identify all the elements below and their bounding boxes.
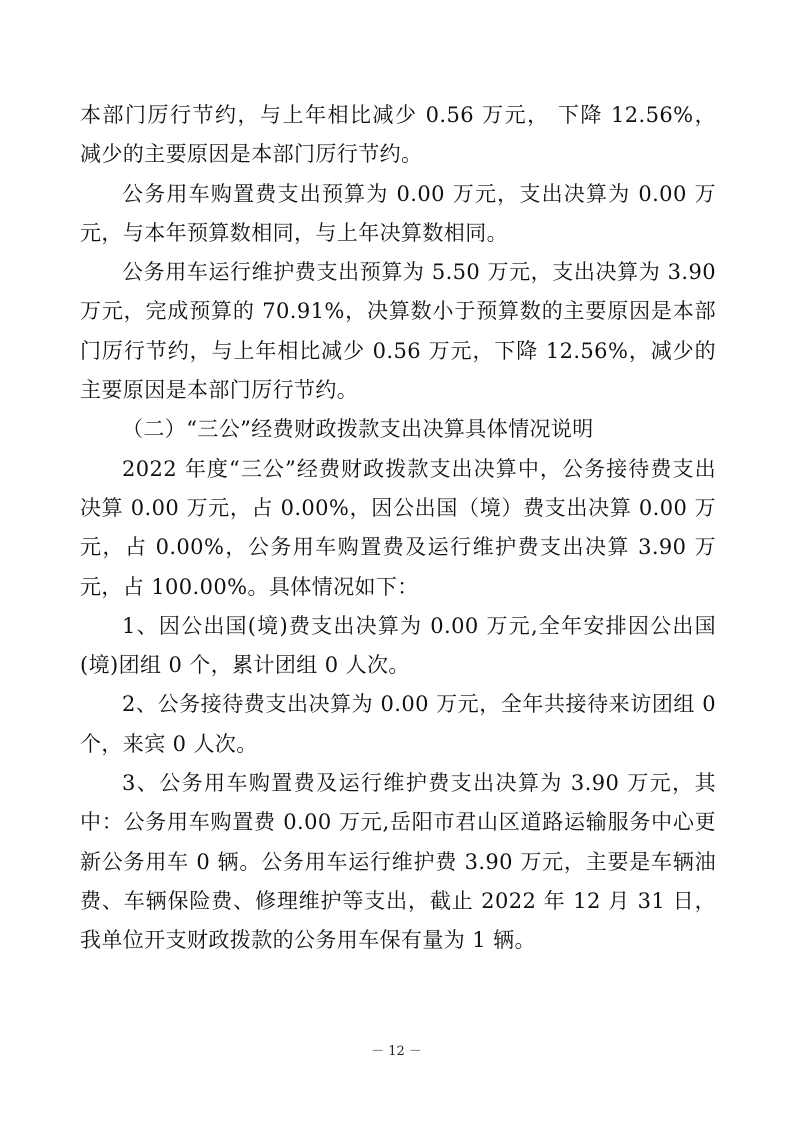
page-number: － 12 － <box>371 1044 422 1059</box>
list-item-2: 2、公务接待费支出决算为 0.00 万元，全年共接待来访团组 0 个，来宾 0 人次。 <box>80 692 716 756</box>
list-item-1: 1、因公出国(境)费支出决算为 0.00 万元,全年安排因公出国(境)团组 0 个，累计团组 0 人次。 <box>80 613 716 678</box>
paragraph-3: 公务用车运行维护费支出预算为 5.50 万元，支出决算为 3.90 万元，完成预算的 70.91%，决算数小于预算数的主要原因是本部门厉行节约，与上年相比减少 0.56 万元，下降 12.56%，减少的主要原因是本部门厉行节约。 <box>80 260 716 403</box>
paragraph-2: 公务用车购置费支出预算为 0.00 万元，支出决算为 0.00 万元，与本年预算数相同，与上年决算数相同。 <box>80 181 716 245</box>
list-item-3: 3、公务用车购置费及运行维护费支出决算为 3.90 万元，其中：公务用车购置费 0.00 万元,岳阳市君山区道路运输服务中心更新公务用车 0 辆。公务用车运行维护费 3.90 万元，主要是车辆油费、车辆保险费、修理维护等支出，截止 2022 年 12 月 31 日，我单位开支财政拨款的公务用车保有量为 1 辆。 <box>80 771 716 953</box>
document-body <box>80 96 716 961</box>
paragraph-4: 2022 年度“三公”经费财政拨款支出决算中，公务接待费支出决算 0.00 万元，占 0.00%，因公出国（境）费支出决算 0.00 万元，占 0.00%，公务用车购置费及运行维护费支出决算 3.90 万元，占 100.00%。具体情况如下： <box>80 456 716 599</box>
paragraph-1: 本部门厉行节约，与上年相比减少 0.56 万元， 下降 12.56%， 减少的主要原因是本部门厉行节约。 <box>80 103 716 167</box>
section-heading: （二）“三公”经费财政拨款支出决算具体情况说明 <box>122 417 594 442</box>
